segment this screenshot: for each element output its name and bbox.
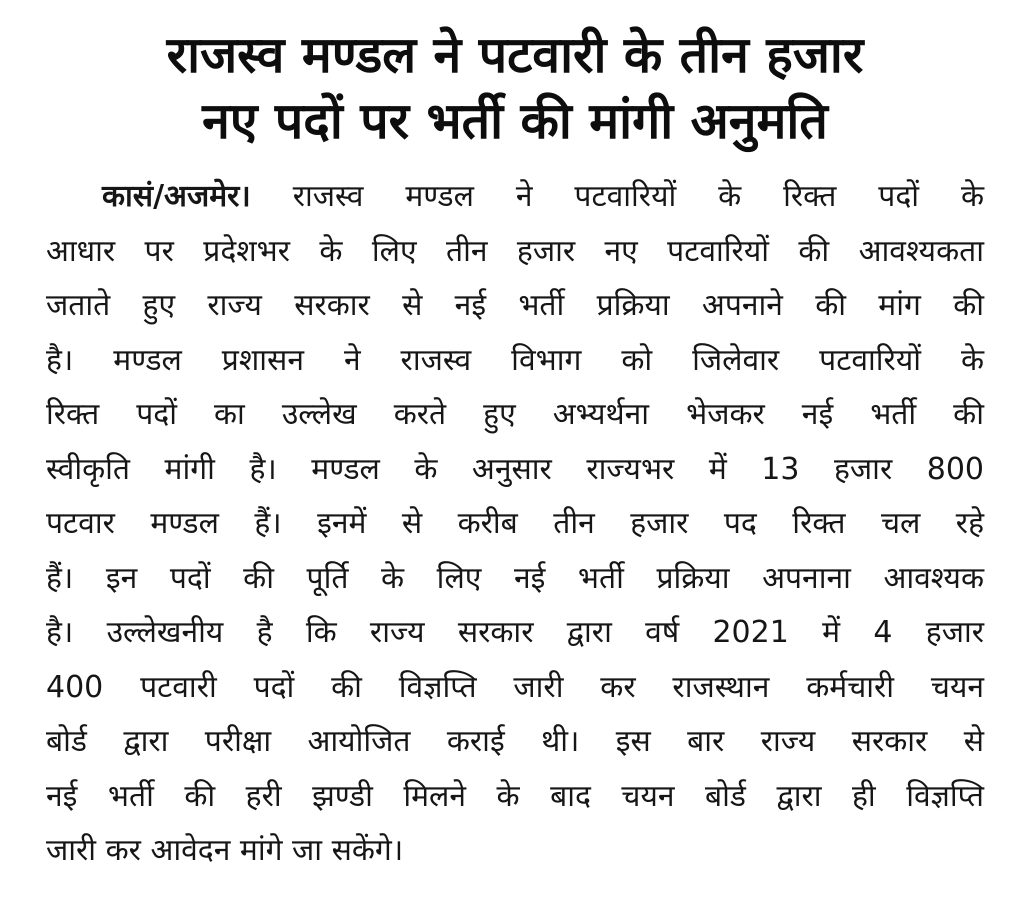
body-line: 400 पटवारी पदों की विज्ञप्ति जारी कर राजस्थान कर्मचारी चयन [46,669,984,705]
body-line: हैं। इन पदों की पूर्ति के लिए नई भर्ती प्रक्रिया अपनाना आवश्यक [46,560,984,596]
body-line: है। उल्लेखनीय है कि राज्य सरकार द्वारा वर्ष 2021 में 4 हजार [46,615,984,650]
dateline: कासं/अजमेर। [102,179,251,214]
body-line-text: राजस्व मण्डल ने पटवारियों के रिक्त पदों के [250,179,984,214]
headline-line-1: राजस्व मण्डल ने पटवारी के तीन हजार [166,26,864,84]
body-line: पटवार मण्डल हैं। इनमें से करीब तीन हजार पद रिक्त चल रहे [46,506,984,541]
body-line [46,170,984,225]
body-line: रिक्त पदों का उल्लेख करते हुए अभ्यर्थना भेजकर नई भर्ती की [46,397,984,432]
body-line: आधार पर प्रदेशभर के लिए तीन हजार नए पटवारियों की आवश्यकता [46,233,984,269]
headline-line-2: नए पदों पर भर्ती की मांगी अनुमति [202,92,828,150]
body-line: जारी कर आवेदन मांगे जा सकेंगे। [46,833,404,868]
body-line: जताते हुए राज्य सरकार से नई भर्ती प्रक्रिया अपनाने की मांग की [46,288,984,323]
body-line: है। मण्डल प्रशासन ने राजस्व विभाग को जिलेवार पटवारियों के [46,342,984,378]
body-line: बोर्ड द्वारा परीक्षा आयोजित कराई थी। इस बार राज्य सरकार से [46,724,984,759]
body-line: नई भर्ती की हरी झण्डी मिलने के बाद चयन बोर्ड द्वारा ही विज्ञप्ति [46,778,984,814]
body-line: स्वीकृति मांगी है। मण्डल के अनुसार राज्यभर में 13 हजार 800 [46,451,984,487]
article-body [46,170,984,879]
headline [46,22,984,154]
